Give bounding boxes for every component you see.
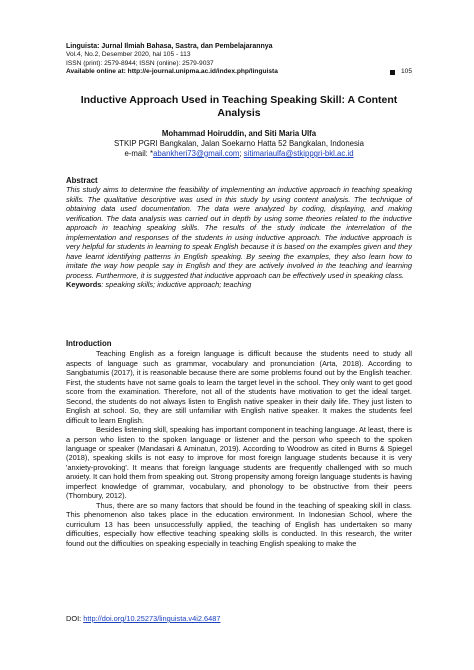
email-mark: * <box>150 149 154 158</box>
available-line <box>66 68 412 76</box>
intro-paragraph: Thus, there are so many factors that should be found in the teaching of speaking skill in class. This phenomenon also takes place in the education environment. In Indonesian School, where the curriculum 13 has been unsuccessfully applied, the teaching of English has undertaken so many difficulties, especially how effective teaching speaking skills is conducted. In this research, the writer found out the difficulties on speaking especially in teaching English speaking to make the <box>66 500 412 548</box>
introduction-heading: Introduction <box>66 339 112 348</box>
keywords-line <box>66 280 412 289</box>
email-prefix: e-mail: <box>124 149 151 158</box>
page-number-group <box>390 68 412 76</box>
journal-header <box>66 43 412 77</box>
email-link-1[interactable]: abankheri73@gmail.com <box>153 149 240 158</box>
authors: Mohammad Hoiruddin, and Siti Maria Ulfa <box>161 129 317 138</box>
available-online-text: Available online at: http://e-journal.unipma.ac.id/index.php/linguista <box>66 68 278 76</box>
doi-line <box>66 614 221 623</box>
email-link-2[interactable]: sitimariaulfa@stkippgri-bkl.ac.id <box>243 149 354 158</box>
intro-paragraph: Teaching English as a foreign language is difficult because the students need to study all aspects of language such as grammar, vocabulary and pronunciation (Arta, 2018). According to Sangbatumis (2017), it is reasonable because there are some problems found out by the English teacher. First, the students have not same goals to learn the target level in the school. They only want to get good score from the examination. Therefore, not all of the students have motivation to get the ideal target. Second, the students do not always listen to English native speaker in their daily life. They just listen to English at school. So, they are still unfamiliar with English native speaker. It makes the students feel difficult to learn English. <box>66 349 412 425</box>
keywords-text: : speaking skills; inductive approach; teaching <box>101 279 252 289</box>
keywords-label: Keywords <box>66 279 102 289</box>
square-bullet-icon <box>390 70 395 75</box>
abstract-text: This study aims to determine the feasibility of implementing an inductive approach in teaching speaking skills. The qualitative descriptive was used in this study by using content analysis. The technique of obtaining data used documentation. The data were analyzed by coding, displaying, and making verification. The data analysis was carried out in depth by using some theories related to the inductive approach in teaching speaking skills. The results of the study indicate the interrelation of the implementation and responses of the students in using inductive approach. The inductive approach is very helpful for students in learning to speak English because it is based on the examples given and they have learnt identifying patterns in English speaking. By seeing the examples, they also learn how to imitate the way how people say in English and they are actively involved in the teaching and learning process. Furthermore, it is suggested that inductive approach can be effectively used in speaking class. <box>66 185 412 280</box>
doi-label: DOI: <box>66 614 84 623</box>
title-block <box>66 94 412 159</box>
journal-title: Linguista: Jurnal Ilmiah Bahasa, Sastra, dan Pembelajarannya <box>66 43 273 50</box>
abstract-heading: Abstract <box>66 176 98 185</box>
introduction-section <box>66 339 412 548</box>
doi-link[interactable]: http://doi.org/10.25273/linguista.v4i2.6487 <box>83 614 221 623</box>
affiliation: STKIP PGRI Bangkalan, Jalan Soekarno Hatta 52 Bangkalan, Indonesia <box>114 139 364 148</box>
page-number: 105 <box>400 68 412 76</box>
email-line <box>66 149 412 159</box>
volume-line: Vol.4, No.2, Desember 2020, hal 105 - 113 <box>66 51 191 59</box>
email-separator: ; <box>239 149 244 158</box>
issn-line: ISSN (print): 2579-8944; ISSN (online): 2579-9037 <box>66 59 214 67</box>
paper-title: Inductive Approach Used in Teaching Speaking Skill: A Content Analysis <box>80 94 398 119</box>
abstract-section <box>66 176 412 289</box>
intro-paragraph: Besides listening skill, speaking has important component in teaching language. At least, there is a person who listen to the spoken language or listener and the person who speech to the spoken language or speaker (Mandasari & Aminatun, 2019). According to Woodrow as cited in Burns & Spiegel (2018), speaking skills is not easy to improve for most foreign language students because it is very 'anxiety-provoking'. It means that foreign language students are frequently challenged with so much anxiety. It can hold them from speaking out. Strong propensity among foreign language students is having imperfect knowledge of grammar, vocabulary, and phonology to be obstructive from their peers (Thornbury, 2012). <box>66 425 412 501</box>
